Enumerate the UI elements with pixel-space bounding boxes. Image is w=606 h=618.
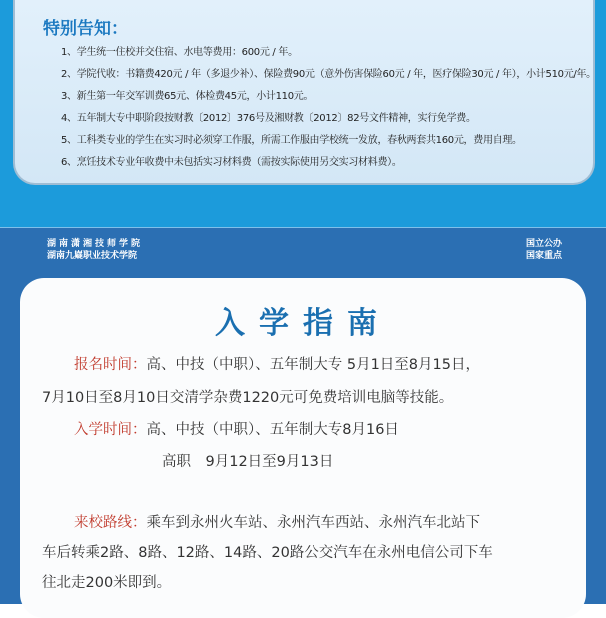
enrollment-line-2: 高职 9月12日至9月13日 (162, 454, 334, 470)
enrollment-text: 高、中技（中职）、五年制大专8月16日 (146, 422, 399, 438)
registration-text: 高、中技（中职）、五年制大专 5月1日至8月15日， (146, 357, 480, 373)
school-names (47, 238, 143, 262)
route-line-3: 往北走200米即到。 (42, 575, 172, 591)
notice-item: 2、学院代收：书籍费420元 / 年（多退少补）、保险费90元（意外伤害保险60元 / 年，医疗保险30元 / 年），小计510元/年。 (61, 69, 596, 80)
route-text: 乘车到永州火车站、永州汽车西站、永州汽车北站下 (146, 515, 480, 531)
special-notice-panel (13, 0, 595, 185)
tag-2: 国家重点 (525, 251, 562, 261)
route-line-1 (74, 511, 480, 532)
notice-item: 1、学生统一住校并交住宿、水电等费用：600元 / 年。 (61, 47, 298, 58)
guide-card (20, 278, 586, 618)
school-tags (526, 238, 562, 262)
registration-line-2: 7月10日至8月10日交清学杂费1220元可免费培训电脑等技能。 (42, 390, 454, 406)
school-name-1: 湖南潇湘技师学院 (47, 239, 144, 249)
top-section (0, 0, 606, 227)
school-name-2: 湖南九嶷职业技术学院 (47, 251, 138, 261)
registration-label: 报名时间： (74, 357, 147, 373)
route-label: 来校路线： (74, 515, 147, 531)
notice-item: 3、新生第一年交军训费65元、体检费45元，小计110元。 (61, 91, 314, 102)
notice-item: 4、五年制大专中职阶段按财教〔2012〕376号及湘财教〔2012〕82号文件精神，实行免学费。 (61, 113, 476, 124)
guide-section (0, 227, 606, 604)
notice-item: 6、烹饪技术专业年收费中未包括实习材料费（需按实际使用另交实习材料费）。 (61, 157, 402, 168)
registration-line-1 (74, 353, 480, 374)
guide-title: 入学指南 (215, 306, 391, 341)
route-line-2: 车后转乘2路、8路、12路、14路、20路公交汽车在永州电信公司下车 (42, 545, 493, 561)
tag-1: 国立公办 (525, 239, 562, 249)
enrollment-line-1 (74, 418, 399, 439)
notice-item: 5、工科类专业的学生在实习时必须穿工作服，所需工作服由学校统一发放，春秋两套共160元，费用自理。 (61, 135, 522, 146)
enrollment-label: 入学时间： (74, 422, 147, 438)
notice-title: 特别告知： (43, 19, 128, 39)
notice-list (61, 42, 596, 174)
